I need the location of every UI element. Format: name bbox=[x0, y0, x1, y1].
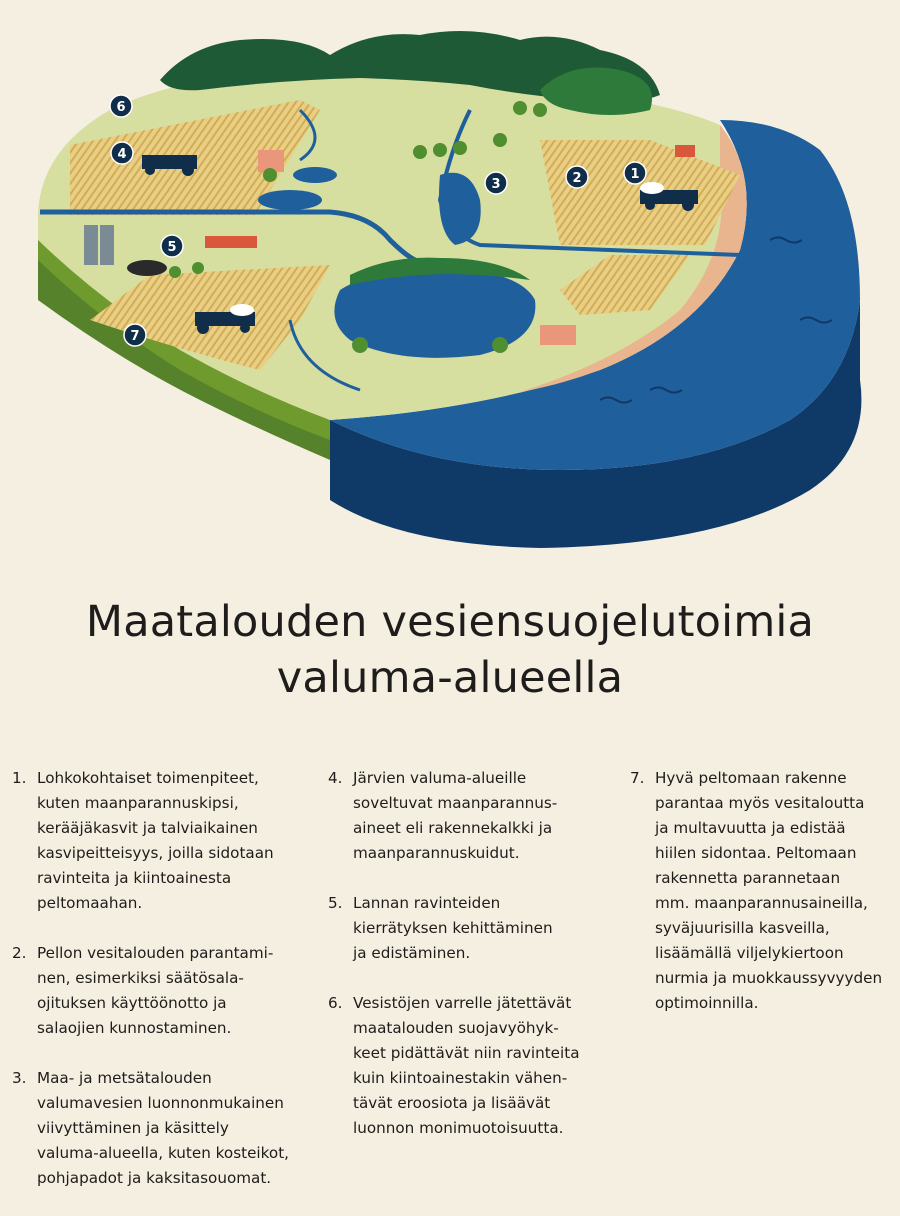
pond-left bbox=[258, 190, 322, 210]
svg-text:7: 7 bbox=[130, 329, 140, 344]
watershed-illustration bbox=[0, 0, 900, 560]
column-3 bbox=[630, 766, 895, 1041]
column-1 bbox=[12, 766, 302, 1216]
list-item-1: 1. Lohkokohtaiset toimenpiteet, kuten maanparannuskipsi, kerääjäkasvit ja talviaikainen kasvipeitteisyys, joilla sidotaan ravinteita ja kiintoainesta peltomaahan. bbox=[12, 769, 274, 912]
svg-text:1: 1 bbox=[630, 167, 640, 182]
page-title bbox=[0, 594, 900, 706]
column-2 bbox=[328, 766, 618, 1166]
silo-2 bbox=[100, 225, 114, 265]
pond-small bbox=[293, 167, 337, 183]
title-line-2: valuma-alueella bbox=[276, 653, 624, 703]
manure-tank bbox=[127, 260, 167, 276]
list-item-5: 5. Lannan ravinteiden kierrätyksen kehittäminen ja edistäminen. bbox=[328, 894, 553, 962]
marker-4 bbox=[111, 142, 133, 164]
list-item-6: 6. Vesistöjen varrelle jätettävät maatalouden suojavyöhyk- keet pidättävät niin ravinteita kuin kiintoainestakin vähen- tävät eroosiota ja lisäävät luonnon monimuotoisuutta. bbox=[328, 994, 580, 1137]
svg-text:6: 6 bbox=[116, 100, 126, 115]
marker-6 bbox=[110, 95, 132, 117]
list-item-3: 3. Maa- ja metsätalouden valumavesien luonnonmukainen viivyttäminen ja käsittely valuma-alueella, kuten kosteikot, pohjapadot ja kaksitasouomat. bbox=[12, 1069, 289, 1187]
list-item-4: 4. Järvien valuma-alueille soveltuvat maanparannus- aineet eli rakennekalkki ja maanparannuskuidut. bbox=[328, 769, 558, 862]
silo-1 bbox=[84, 225, 98, 265]
svg-text:4: 4 bbox=[117, 147, 127, 162]
marker-1 bbox=[624, 162, 646, 184]
marker-5 bbox=[161, 235, 183, 257]
farm-building-2 bbox=[205, 236, 257, 248]
svg-text:2: 2 bbox=[572, 171, 582, 186]
list-item-2: 2. Pellon vesitalouden parantami- nen, esimerkiksi säätösala- ojituksen käyttöönotto ja salaojien kunnostaminen. bbox=[12, 944, 274, 1037]
marker-3 bbox=[485, 172, 507, 194]
shed-right bbox=[675, 145, 695, 157]
svg-text:5: 5 bbox=[167, 240, 177, 255]
marker-2 bbox=[566, 166, 588, 188]
title-line-1: Maatalouden vesiensuojelutoimia bbox=[85, 597, 815, 647]
svg-text:3: 3 bbox=[491, 177, 501, 192]
marker-7 bbox=[124, 324, 146, 346]
list-item-7: 7. Hyvä peltomaan rakenne parantaa myös vesitaloutta ja multavuutta ja edistää hiilen sidontaa. Peltomaan rakennetta parannetaan mm. maanparannusaineilla, syväjuurisilla kasveilla, lisäämällä viljelykiertoon nurmia ja muokkaussyvyyden optimoinnilla. bbox=[630, 769, 883, 1012]
red-shed bbox=[540, 325, 576, 345]
